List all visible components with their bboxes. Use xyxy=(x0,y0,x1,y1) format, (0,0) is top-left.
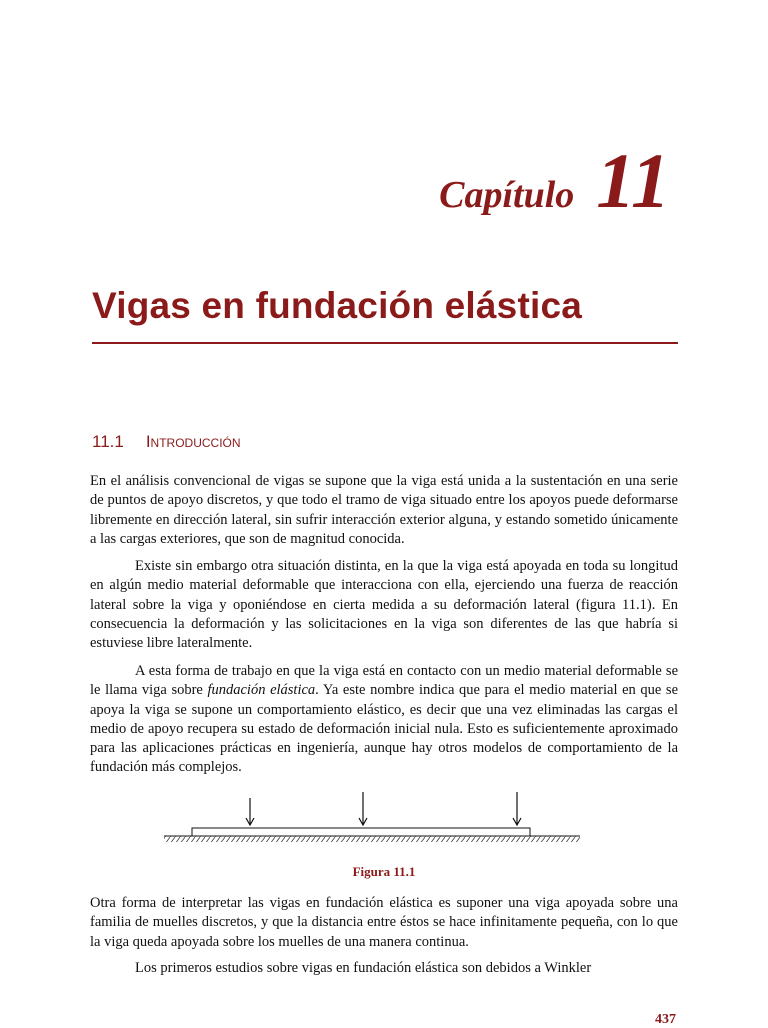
paragraph-2: Existe sin embargo otra situación distinta, en la que la viga está apoyada en toda su longitud en algún medio material deformable que interacciona con ella, ejerciendo una fuerza de reacción lateral sobre la viga y oponiéndose en cierta medida a su deformación lateral (figura 11.1). En consecuencia la deformación y las solicitaciones en la viga son diferentes de las que habría si estuviese libre lateralmente. xyxy=(90,558,678,652)
figure-beam-diagram xyxy=(160,788,585,848)
title-divider xyxy=(92,342,678,344)
chapter-label: Capítulo xyxy=(439,174,575,216)
paragraph-5: Los primeros estudios sobre vigas en fundación elástica son debidos a Winkler xyxy=(135,960,592,976)
section-heading xyxy=(92,432,241,452)
paragraph-3-text-a: A esta forma de trabajo en que la viga está en contacto con un medio material deformable se le llama viga sobre xyxy=(90,663,678,699)
paragraph-3-text-b: . Ya este nombre indica que para el medio material en que se apoya la viga se supone un comportamiento elástico, es decir que una vez eliminadas las cargas el medio de apoyo recupera su estado de deformación inicial nula. Esto es suficientemente aproximado para las aplicaciones prácticas en ingeniería, aunque hay otros modelos de comportamiento de la fundación más complejos. xyxy=(90,682,679,776)
foundation-hatch xyxy=(164,836,580,842)
chapter-heading xyxy=(439,136,670,226)
chapter-number: 11 xyxy=(596,137,670,224)
paragraph-4: Otra forma de interpretar las vigas en fundación elástica es suponer una viga apoyada sobre una familia de muelles discretos, y que la distancia entre éstos se hace infinitamente pequeña, con lo que la viga queda apoyada sobre los muelles de una manera continua. xyxy=(90,895,678,950)
paragraph-3 xyxy=(90,662,678,778)
chapter-title: Vigas en fundación elástica xyxy=(92,285,582,326)
beam xyxy=(192,828,530,836)
section-number: 11.1 xyxy=(92,432,124,451)
section-title: Introducción xyxy=(145,432,241,451)
page-number: 437 xyxy=(655,1012,676,1027)
paragraph-1: En el análisis convencional de vigas se supone que la viga está unida a la sustentación en una serie de puntos de apoyo discretos, y que todo el tramo de viga situado entre los apoyos puede deformarse libremente en dirección lateral, sin sufrir interacción exterior alguna, y estando sometido únicamente a las cargas exteriores, que son de magnitud conocida. xyxy=(90,473,678,547)
load-arrow-2 xyxy=(359,792,367,825)
figure-caption: Figura 11.1 xyxy=(352,864,416,879)
load-arrow-3 xyxy=(513,792,521,825)
paragraph-3-emphasis: fundación elástica xyxy=(207,682,316,699)
load-arrow-1 xyxy=(246,798,254,825)
